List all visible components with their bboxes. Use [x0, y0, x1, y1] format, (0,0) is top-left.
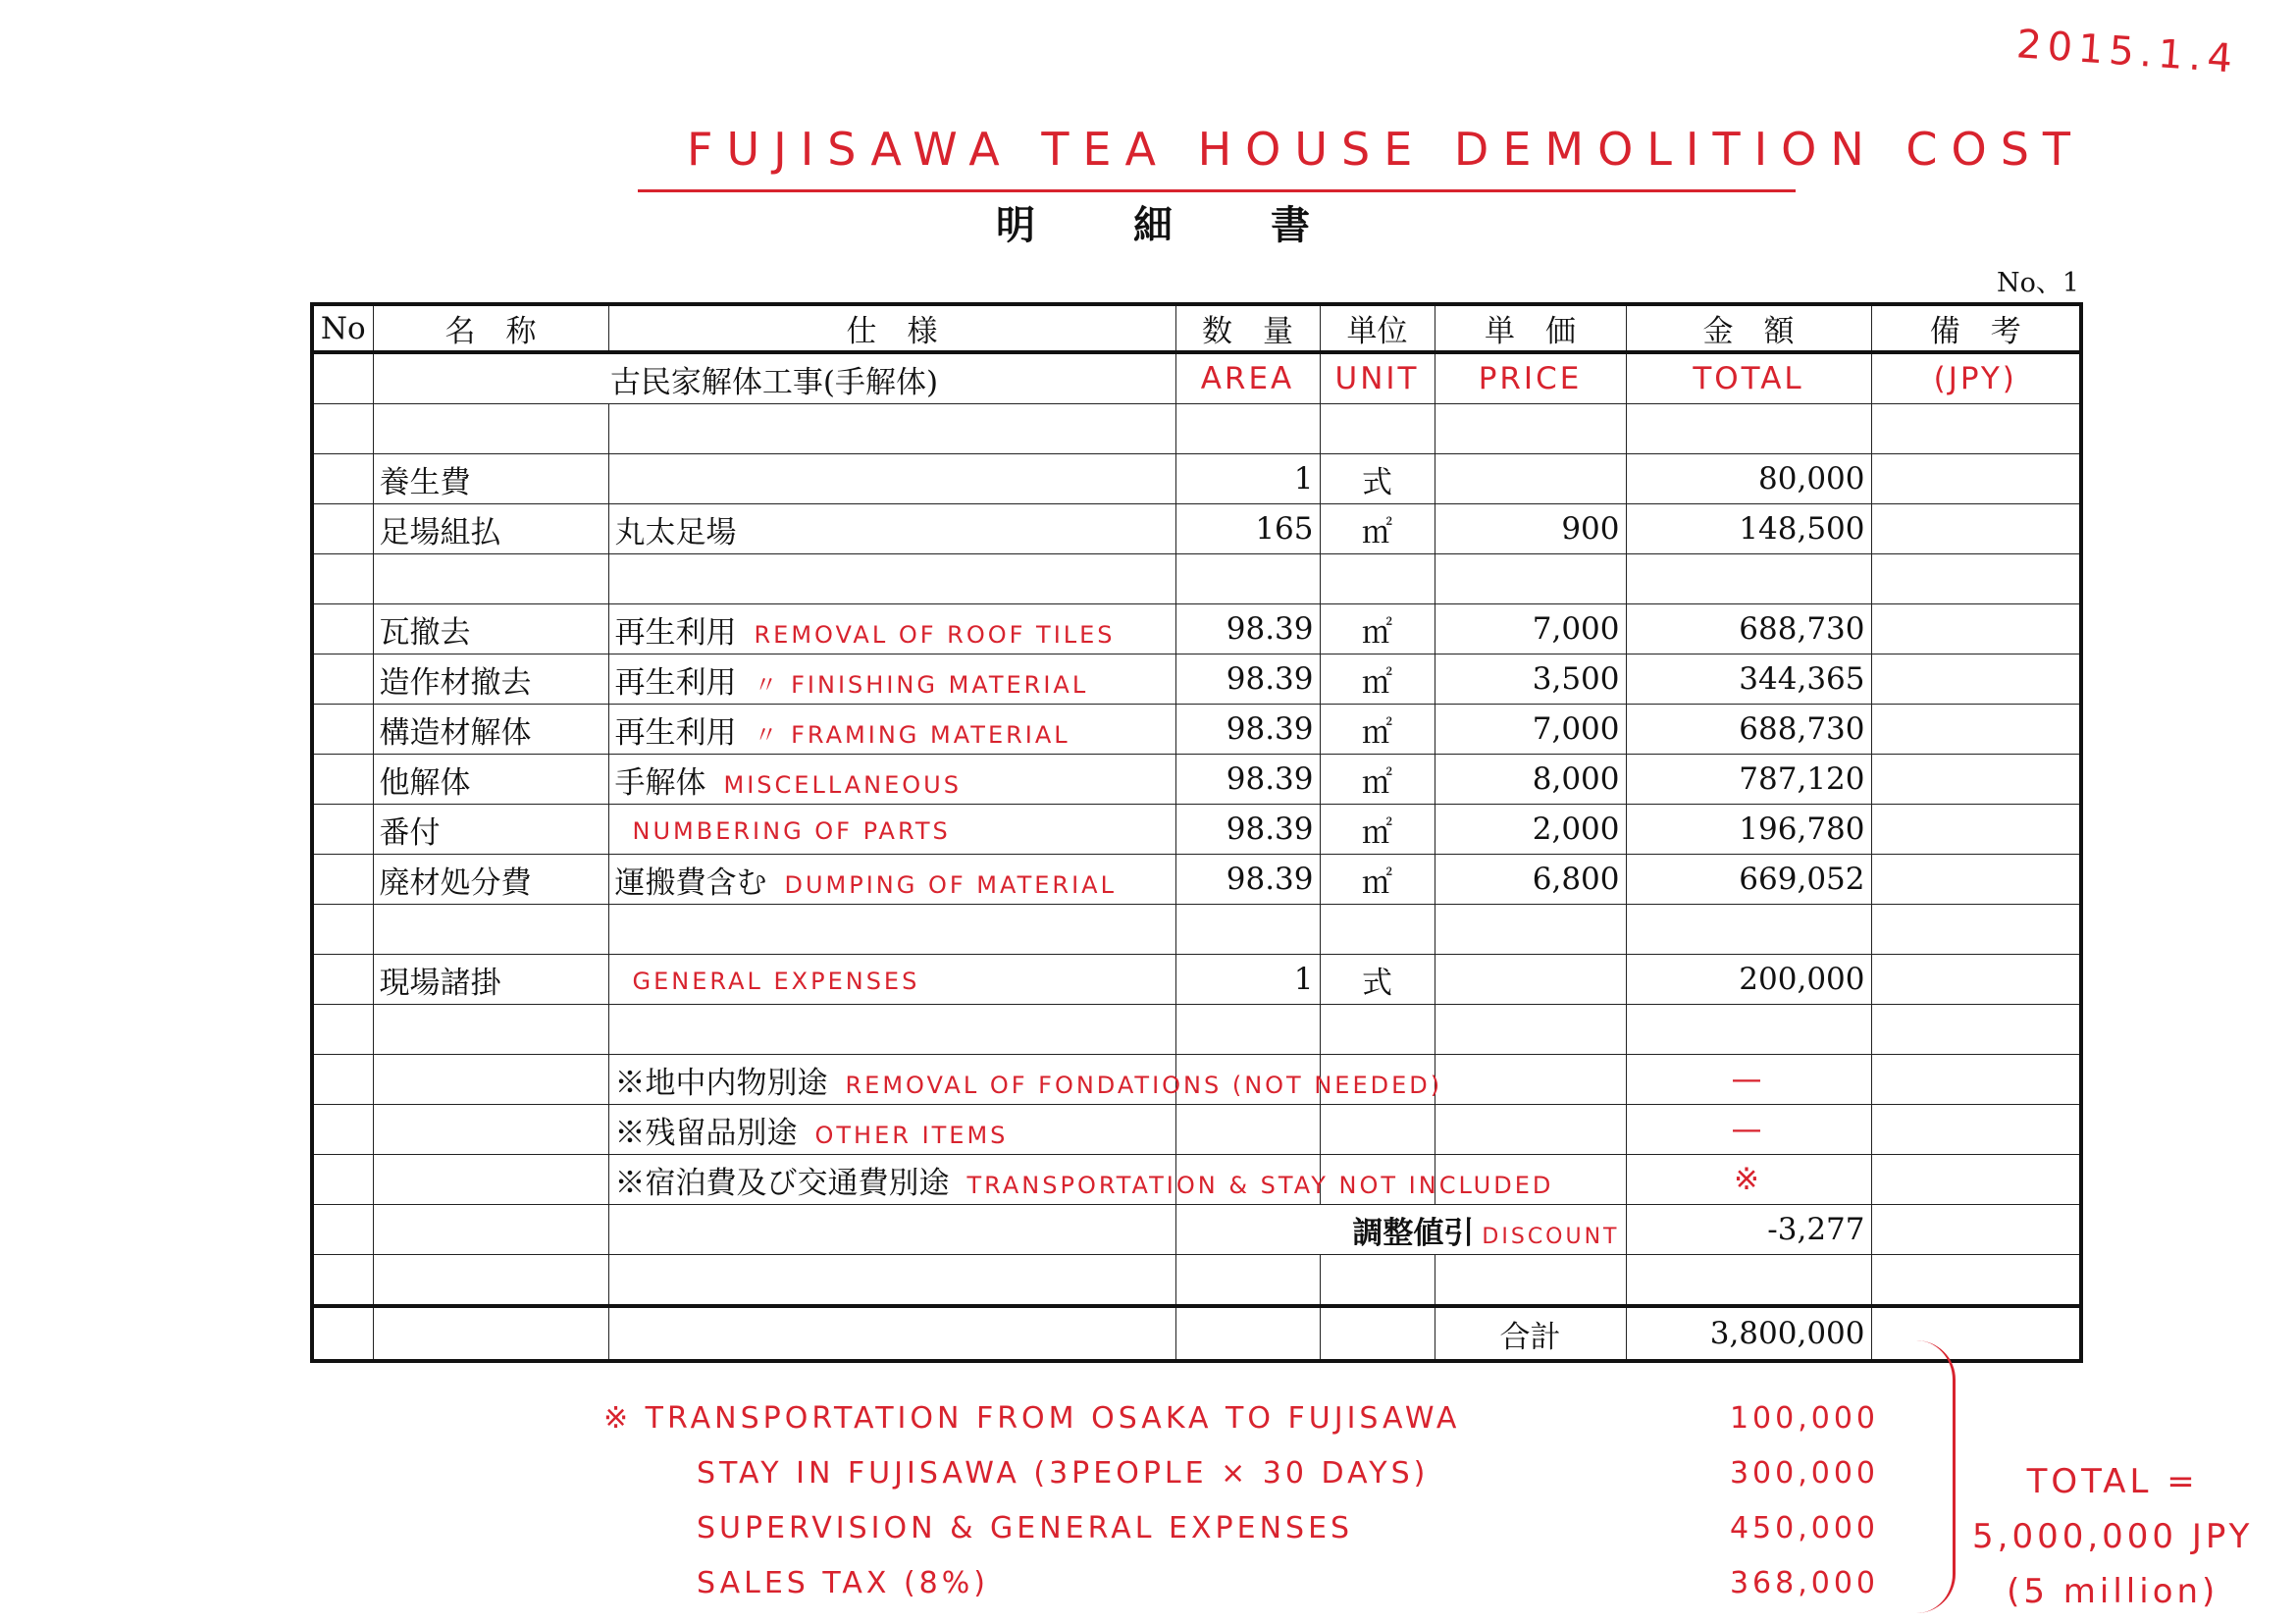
unit-price: 900 [1435, 504, 1626, 554]
cell [312, 1255, 373, 1307]
row-no [312, 705, 373, 755]
item-name [373, 905, 608, 955]
item-name: 造作材撤去 [373, 654, 608, 705]
unit-price [1435, 1005, 1626, 1055]
english-note: NUMBERING OF PARTS [632, 817, 951, 845]
cell [1871, 1255, 2081, 1307]
cell [608, 1255, 1175, 1307]
spec-text: 再生利用 [614, 664, 737, 701]
item-spec [608, 504, 1175, 554]
table-row [312, 755, 2081, 805]
spec-text: 運搬費含む [614, 864, 767, 901]
amount: 196,780 [1626, 805, 1871, 855]
table-row [312, 805, 2081, 855]
header-remarks: 備 考 [1871, 304, 2081, 352]
amount [1626, 1005, 1871, 1055]
remarks [1871, 1005, 2081, 1055]
amount [1626, 404, 1871, 454]
cell [1175, 1306, 1320, 1361]
spec-text: 再生利用 [614, 714, 737, 751]
cell [1871, 1306, 2081, 1361]
unit-price [1435, 1055, 1626, 1105]
spec-text: ※地中内物別途 [614, 1065, 828, 1101]
total-label-cell: 合計 [1435, 1306, 1626, 1361]
item-name: 番付 [373, 805, 608, 855]
english-note: OTHER ITEMS [814, 1121, 1009, 1149]
spec-text: ※残留品別途 [614, 1115, 798, 1151]
unit: 式 [1320, 955, 1435, 1005]
row-no [312, 1005, 373, 1055]
amount: ※ [1626, 1155, 1871, 1205]
table-header-row [312, 304, 2081, 352]
row-no [312, 504, 373, 554]
amount: 688,730 [1626, 705, 1871, 755]
table-row [312, 1005, 2081, 1055]
header-unit-price: 単 価 [1435, 304, 1626, 352]
table-row [312, 454, 2081, 504]
grand-total-line: (5 million) [2007, 1572, 2219, 1611]
item-name [373, 404, 608, 454]
currency-label: (JPY) [1871, 352, 2081, 404]
quantity: 1 [1175, 955, 1320, 1005]
amount: 787,120 [1626, 755, 1871, 805]
discount-row [312, 1205, 2081, 1255]
quantity: 98.39 [1175, 855, 1320, 905]
quantity: 1 [1175, 454, 1320, 504]
remarks [1871, 1055, 2081, 1105]
unit-price: 3,500 [1435, 654, 1626, 705]
note-amount: 450,000 [1729, 1511, 1879, 1545]
remarks [1871, 805, 2081, 855]
unit [1320, 404, 1435, 454]
subheader-no [312, 352, 373, 404]
remarks [1871, 654, 2081, 705]
spec-text: 手解体 [614, 764, 706, 801]
item-spec [608, 1055, 1443, 1105]
row-no [312, 1055, 373, 1105]
unit [1320, 1005, 1435, 1055]
amount: 344,365 [1626, 654, 1871, 705]
discount-no [312, 1205, 373, 1255]
table-row [312, 554, 2081, 604]
header-unit: 単位 [1320, 304, 1435, 352]
item-spec [608, 955, 1175, 1005]
table-row [312, 905, 2081, 955]
cell [1320, 1255, 1435, 1307]
unit: ㎡ [1320, 805, 1435, 855]
unit: ㎡ [1320, 705, 1435, 755]
row-no [312, 955, 373, 1005]
row-no [312, 1155, 373, 1205]
remarks [1871, 604, 2081, 654]
remarks [1871, 955, 2081, 1005]
row-no [312, 905, 373, 955]
discount-label-cell [1175, 1205, 1626, 1255]
table-row [312, 404, 2081, 454]
quantity: 98.39 [1175, 654, 1320, 705]
bracket-mark [1913, 1340, 1956, 1613]
item-spec [608, 654, 1175, 705]
unit: ㎡ [1320, 504, 1435, 554]
row-no [312, 454, 373, 504]
row-no [312, 755, 373, 805]
unit-price [1435, 905, 1626, 955]
item-spec [608, 855, 1175, 905]
row-no [312, 554, 373, 604]
item-name [373, 1055, 608, 1105]
item-name: 廃材処分費 [373, 855, 608, 905]
item-name: 足場組払 [373, 504, 608, 554]
subheader-row [312, 352, 2081, 404]
table-row [312, 855, 2081, 905]
unit [1320, 554, 1435, 604]
english-note: REMOVAL OF FONDATIONS (NOT NEEDED) [845, 1071, 1443, 1099]
table-row [312, 955, 2081, 1005]
english-note: MISCELLANEOUS [723, 770, 962, 799]
title-underline [638, 189, 1796, 192]
item-spec [608, 554, 1175, 604]
remarks [1871, 855, 2081, 905]
english-note: REMOVAL OF ROOF TILES [754, 620, 1116, 649]
item-name: 現場諸掛 [373, 955, 608, 1005]
unit-price: 7,000 [1435, 604, 1626, 654]
note-label: SALES TAX (8%) [697, 1566, 989, 1600]
note-label: STAY IN FUJISAWA (3PEOPLE × 30 DAYS) [697, 1456, 1430, 1491]
unit-price [1435, 404, 1626, 454]
unit-price [1435, 554, 1626, 604]
note-amount: 300,000 [1729, 1456, 1879, 1491]
handwritten-date: 2015.1.4 [2014, 22, 2240, 82]
item-spec [608, 805, 1175, 855]
remarks [1871, 554, 2081, 604]
blank-row [312, 1255, 2081, 1307]
header-spec: 仕 様 [608, 304, 1175, 352]
spec-text: 再生利用 [614, 614, 737, 651]
item-name: 構造材解体 [373, 705, 608, 755]
remarks [1871, 705, 2081, 755]
row-no [312, 654, 373, 705]
english-note: 〃 FINISHING MATERIAL [754, 670, 1089, 699]
spec-text: 丸太足場 [614, 514, 737, 550]
remarks [1871, 1105, 2081, 1155]
row-no [312, 604, 373, 654]
unit-label: UNIT [1320, 352, 1435, 404]
note-amount: 100,000 [1729, 1401, 1879, 1436]
unit: ㎡ [1320, 654, 1435, 705]
amount [1626, 554, 1871, 604]
discount-remarks [1871, 1205, 2081, 1255]
quantity [1175, 1105, 1320, 1155]
remarks [1871, 404, 2081, 454]
note-line [603, 1401, 1879, 1456]
amount: 200,000 [1626, 955, 1871, 1005]
unit [1320, 905, 1435, 955]
note-label: SUPERVISION & GENERAL EXPENSES [697, 1511, 1354, 1545]
item-name: 瓦撤去 [373, 604, 608, 654]
amount [1626, 905, 1871, 955]
amount: 148,500 [1626, 504, 1871, 554]
header-amount: 金 額 [1626, 304, 1871, 352]
cell [1435, 1255, 1626, 1307]
quantity [1175, 554, 1320, 604]
discount-name [373, 1205, 608, 1255]
header-name: 名 称 [373, 304, 608, 352]
item-spec [608, 705, 1175, 755]
english-note: GENERAL EXPENSES [632, 968, 920, 995]
table-row [312, 1105, 2081, 1155]
total-amount: 3,800,000 [1626, 1306, 1871, 1361]
quantity [1175, 905, 1320, 955]
item-spec [608, 905, 1175, 955]
unit: 式 [1320, 454, 1435, 504]
project-name: 古民家解体工事(手解体) [373, 352, 1175, 404]
cell [1626, 1255, 1871, 1307]
remarks [1871, 1155, 2081, 1205]
header-no: No [312, 304, 373, 352]
item-spec [608, 404, 1175, 454]
remarks [1871, 504, 2081, 554]
discount-label-en: DISCOUNT [1482, 1224, 1620, 1249]
price-label: PRICE [1435, 352, 1626, 404]
unit [1320, 1105, 1435, 1155]
note-line [603, 1566, 1879, 1605]
row-no [312, 404, 373, 454]
item-name [373, 1005, 608, 1055]
row-no [312, 1105, 373, 1155]
unit: ㎡ [1320, 604, 1435, 654]
unit: ㎡ [1320, 755, 1435, 805]
english-title: FUJISAWA TEA HOUSE DEMOLITION COST [687, 123, 2085, 176]
item-spec [608, 604, 1175, 654]
cell [312, 1306, 373, 1361]
note-line [603, 1456, 1879, 1511]
row-no [312, 805, 373, 855]
note-amount: 368,000 [1729, 1566, 1879, 1600]
grand-total-line: 5,000,000 JPY [1972, 1517, 2254, 1556]
total-label: TOTAL [1626, 352, 1871, 404]
english-note: DUMPING OF MATERIAL [784, 870, 1117, 899]
item-name [373, 1155, 608, 1205]
item-spec [608, 1105, 1175, 1155]
page-number: No、1 [1997, 268, 2080, 298]
quantity: 98.39 [1175, 755, 1320, 805]
table-row [312, 1155, 2081, 1205]
quantity: 165 [1175, 504, 1320, 554]
table-row [312, 705, 2081, 755]
page-title: 明細書 [996, 202, 1408, 248]
item-name: 養生費 [373, 454, 608, 504]
grand-total-note [1972, 1454, 2253, 1619]
note-label: ※ TRANSPORTATION FROM OSAKA TO FUJISAWA [603, 1401, 1461, 1436]
table-row [312, 604, 2081, 654]
unit-price [1435, 1105, 1626, 1155]
item-spec [608, 755, 1175, 805]
cell [1175, 1255, 1320, 1307]
grand-total-line: TOTAL = [2026, 1462, 2199, 1501]
cell [608, 1306, 1175, 1361]
item-name: 他解体 [373, 755, 608, 805]
item-spec [608, 1155, 1554, 1205]
amount: 669,052 [1626, 855, 1871, 905]
remarks [1871, 454, 2081, 504]
discount-label: 調整値引 [1352, 1215, 1475, 1251]
english-note: 〃 FRAMING MATERIAL [754, 720, 1070, 749]
unit-price: 7,000 [1435, 705, 1626, 755]
item-spec [608, 454, 1175, 504]
discount-amount: -3,277 [1626, 1205, 1871, 1255]
discount-spec [608, 1205, 1175, 1255]
note-line [603, 1511, 1879, 1566]
unit-price [1435, 955, 1626, 1005]
remarks [1871, 755, 2081, 805]
remarks [1871, 905, 2081, 955]
amount: — [1626, 1105, 1871, 1155]
cell [373, 1306, 608, 1361]
unit-price: 8,000 [1435, 755, 1626, 805]
amount: 80,000 [1626, 454, 1871, 504]
quantity [1175, 404, 1320, 454]
cell [373, 1255, 608, 1307]
table-row [312, 504, 2081, 554]
english-note: TRANSPORTATION & STAY NOT INCLUDED [966, 1171, 1554, 1199]
item-name [373, 1105, 608, 1155]
quantity [1175, 1005, 1320, 1055]
quantity: 98.39 [1175, 705, 1320, 755]
unit-price [1435, 454, 1626, 504]
spec-text: ※宿泊費及び交通費別途 [614, 1165, 950, 1201]
amount: — [1626, 1055, 1871, 1105]
cell [1320, 1306, 1435, 1361]
table-row [312, 1055, 2081, 1105]
unit-price: 6,800 [1435, 855, 1626, 905]
area-label: AREA [1175, 352, 1320, 404]
table-row [312, 654, 2081, 705]
handwritten-notes [603, 1401, 1879, 1605]
unit-price: 2,000 [1435, 805, 1626, 855]
amount: 688,730 [1626, 604, 1871, 654]
quantity: 98.39 [1175, 805, 1320, 855]
item-spec [608, 1005, 1175, 1055]
item-name [373, 554, 608, 604]
row-no [312, 855, 373, 905]
header-quantity: 数 量 [1175, 304, 1320, 352]
unit: ㎡ [1320, 855, 1435, 905]
quantity: 98.39 [1175, 604, 1320, 654]
total-row [312, 1306, 2081, 1361]
estimate-table [310, 302, 2083, 1363]
